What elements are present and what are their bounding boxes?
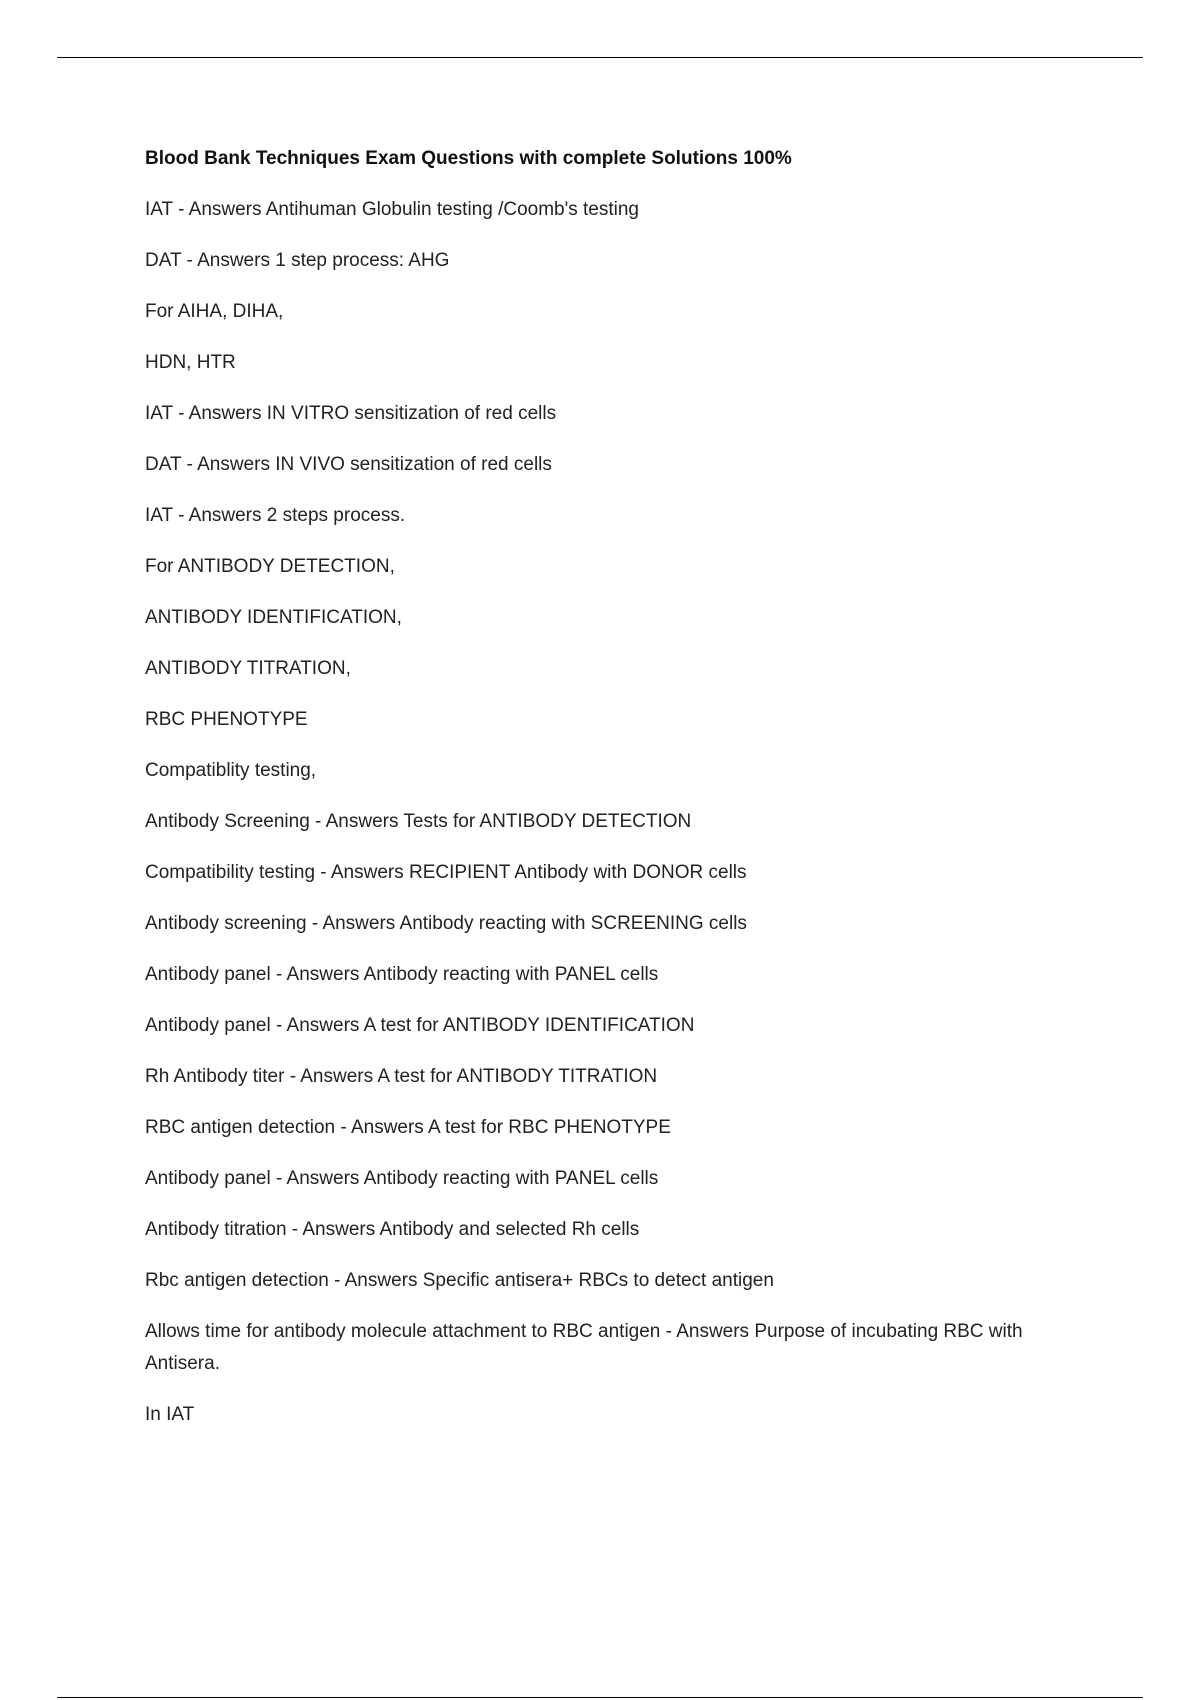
header-rule	[57, 57, 1143, 58]
qa-line: IAT - Answers Antihuman Globulin testing /Coomb's testing	[145, 199, 639, 220]
qa-list	[145, 194, 1095, 1431]
qa-line: Allows time for antibody molecule attachment to RBC antigen - Answers Purpose of incubating RBC with Antisera.	[145, 1321, 1023, 1374]
qa-line: ANTIBODY TITRATION,	[145, 658, 351, 679]
qa-line: Rbc antigen detection - Answers Specific antisera+ RBCs to detect antigen	[145, 1270, 774, 1291]
qa-line: For AIHA, DIHA,	[145, 301, 284, 322]
qa-line: RBC antigen detection - Answers A test for RBC PHENOTYPE	[145, 1117, 671, 1138]
qa-line: Antibody panel - Answers Antibody reacting with PANEL cells	[145, 1168, 659, 1189]
qa-line: Compatibility testing - Answers RECIPIENT Antibody with DONOR cells	[145, 862, 747, 883]
qa-line: IAT - Answers IN VITRO sensitization of red cells	[145, 403, 557, 424]
qa-line: Antibody titration - Answers Antibody and selected Rh cells	[145, 1219, 640, 1240]
qa-line: RBC PHENOTYPE	[145, 709, 308, 730]
qa-line: For ANTIBODY DETECTION,	[145, 556, 395, 577]
document-body	[145, 146, 1095, 1431]
qa-line: Antibody panel - Answers A test for ANTIBODY IDENTIFICATION	[145, 1015, 695, 1036]
document-title: Blood Bank Techniques Exam Questions with complete Solutions 100%	[145, 148, 792, 169]
qa-line: Rh Antibody titer - Answers A test for ANTIBODY TITRATION	[145, 1066, 658, 1087]
qa-line: ANTIBODY IDENTIFICATION,	[145, 607, 402, 628]
qa-line: IAT - Answers 2 steps process.	[145, 505, 406, 526]
qa-line: Antibody panel - Answers Antibody reacting with PANEL cells	[145, 964, 659, 985]
footer-rule	[57, 1697, 1143, 1698]
qa-line: DAT - Answers IN VIVO sensitization of red cells	[145, 454, 552, 475]
qa-line: DAT - Answers 1 step process: AHG	[145, 250, 450, 271]
qa-line: Antibody Screening - Answers Tests for ANTIBODY DETECTION	[145, 811, 692, 832]
qa-line: In IAT	[145, 1404, 195, 1425]
qa-line: Antibody screening - Answers Antibody reacting with SCREENING cells	[145, 913, 747, 934]
qa-line: Compatiblity testing,	[145, 760, 317, 781]
qa-line: HDN, HTR	[145, 352, 236, 373]
